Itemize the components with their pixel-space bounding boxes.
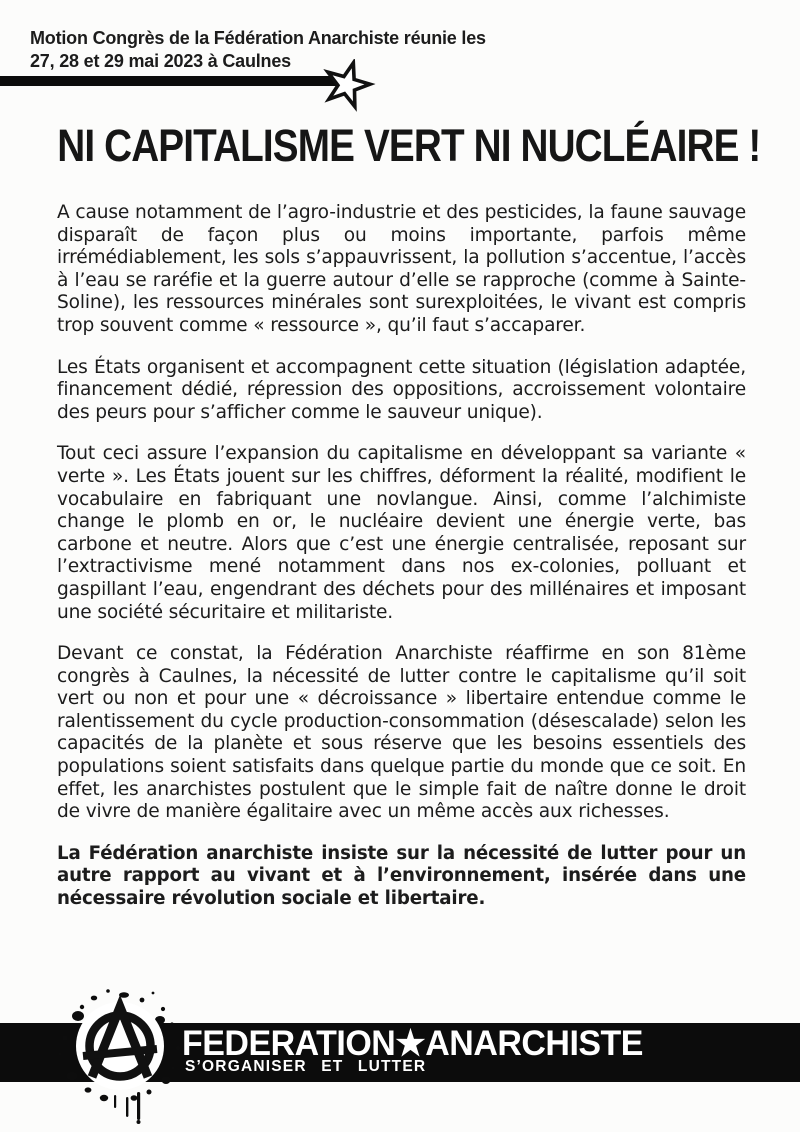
- circle-a-logo-icon: [52, 986, 190, 1128]
- header-divider-bar: [0, 76, 343, 86]
- motion-header-line2: 27, 28 et 29 mai 2023 à Caulnes: [30, 51, 291, 71]
- body-paragraph: Devant ce constat, la Fédération Anarchiste réaffirme en son 81ème congrès à Caulnes, la nécessité de lutter contre le capitalisme qu’il soit vert ou non et pour une « décroissance » libertaire entendue comme le ralentissement du cycle production-consommation (désescalade) selon les capacités de la planète et sous réserve que les besoins essentiels des populations soient satisfaits dans quelque partie du monde que ce soit. En effet, les anarchistes postulent que le simple fait de naître donne le droit de vivre de manière égalitaire avec un même accès aux richesses.: [57, 643, 746, 823]
- body-text: [57, 202, 746, 930]
- body-paragraph: A cause notamment de l’agro-industrie et des pesticides, la faune sauvage disparaît de façon plus ou moins importante, parfois même irrémédiablement, les sols s’appauvrissent, la pollution s’accentue, l’accès à l’eau se raréfie et la guerre autour d’elle se rapproche (comme à Sainte-Soline), les ressources minérales sont surexploitées, le vivant est compris trop souvent comme « ressource », qu’il faut s’accaparer.: [57, 202, 746, 336]
- footer-org-name: FEDERATION★ANARCHISTE: [182, 1024, 643, 1063]
- page-title: NI CAPITALISME VERT NI NUCLÉAIRE !: [57, 120, 761, 171]
- motion-header: [30, 27, 590, 73]
- motion-header-line1: Motion Congrès de la Fédération Anarchiste réunie les: [30, 28, 486, 48]
- body-paragraph: Tout ceci assure l’expansion du capitalisme en développant sa variante « verte ». Les États jouent sur les chiffres, déforment la réalité, modifient le vocabulaire en fabriquant une novlangue. Ainsi, comme l’alchimiste change le plomb en or, le nucléaire devient une énergie verte, bas carbone et neutre. Alors que c’est une énergie centralisée, reposant sur l’extractivisme mené notamment dans nos ex-colonies, polluant et gaspillant l’eau, engendrant des déchets pour des millénaires et imposant une société sécuritaire et militariste.: [57, 443, 746, 623]
- body-paragraph: Les États organisent et accompagnent cette situation (législation adaptée, financement dédié, répression des oppositions, accroissement volontaire des peurs pour s’afficher comme le sauveur unique).: [57, 356, 746, 423]
- page-title-row: [0, 121, 800, 171]
- footer-tagline: S’ORGANISER ET LUTTER: [185, 1058, 427, 1075]
- body-paragraph: La Fédération anarchiste insiste sur la nécessité de lutter pour un autre rapport au vivant et à l’environnement, insérée dans une nécessaire révolution sociale et libertaire.: [57, 842, 746, 910]
